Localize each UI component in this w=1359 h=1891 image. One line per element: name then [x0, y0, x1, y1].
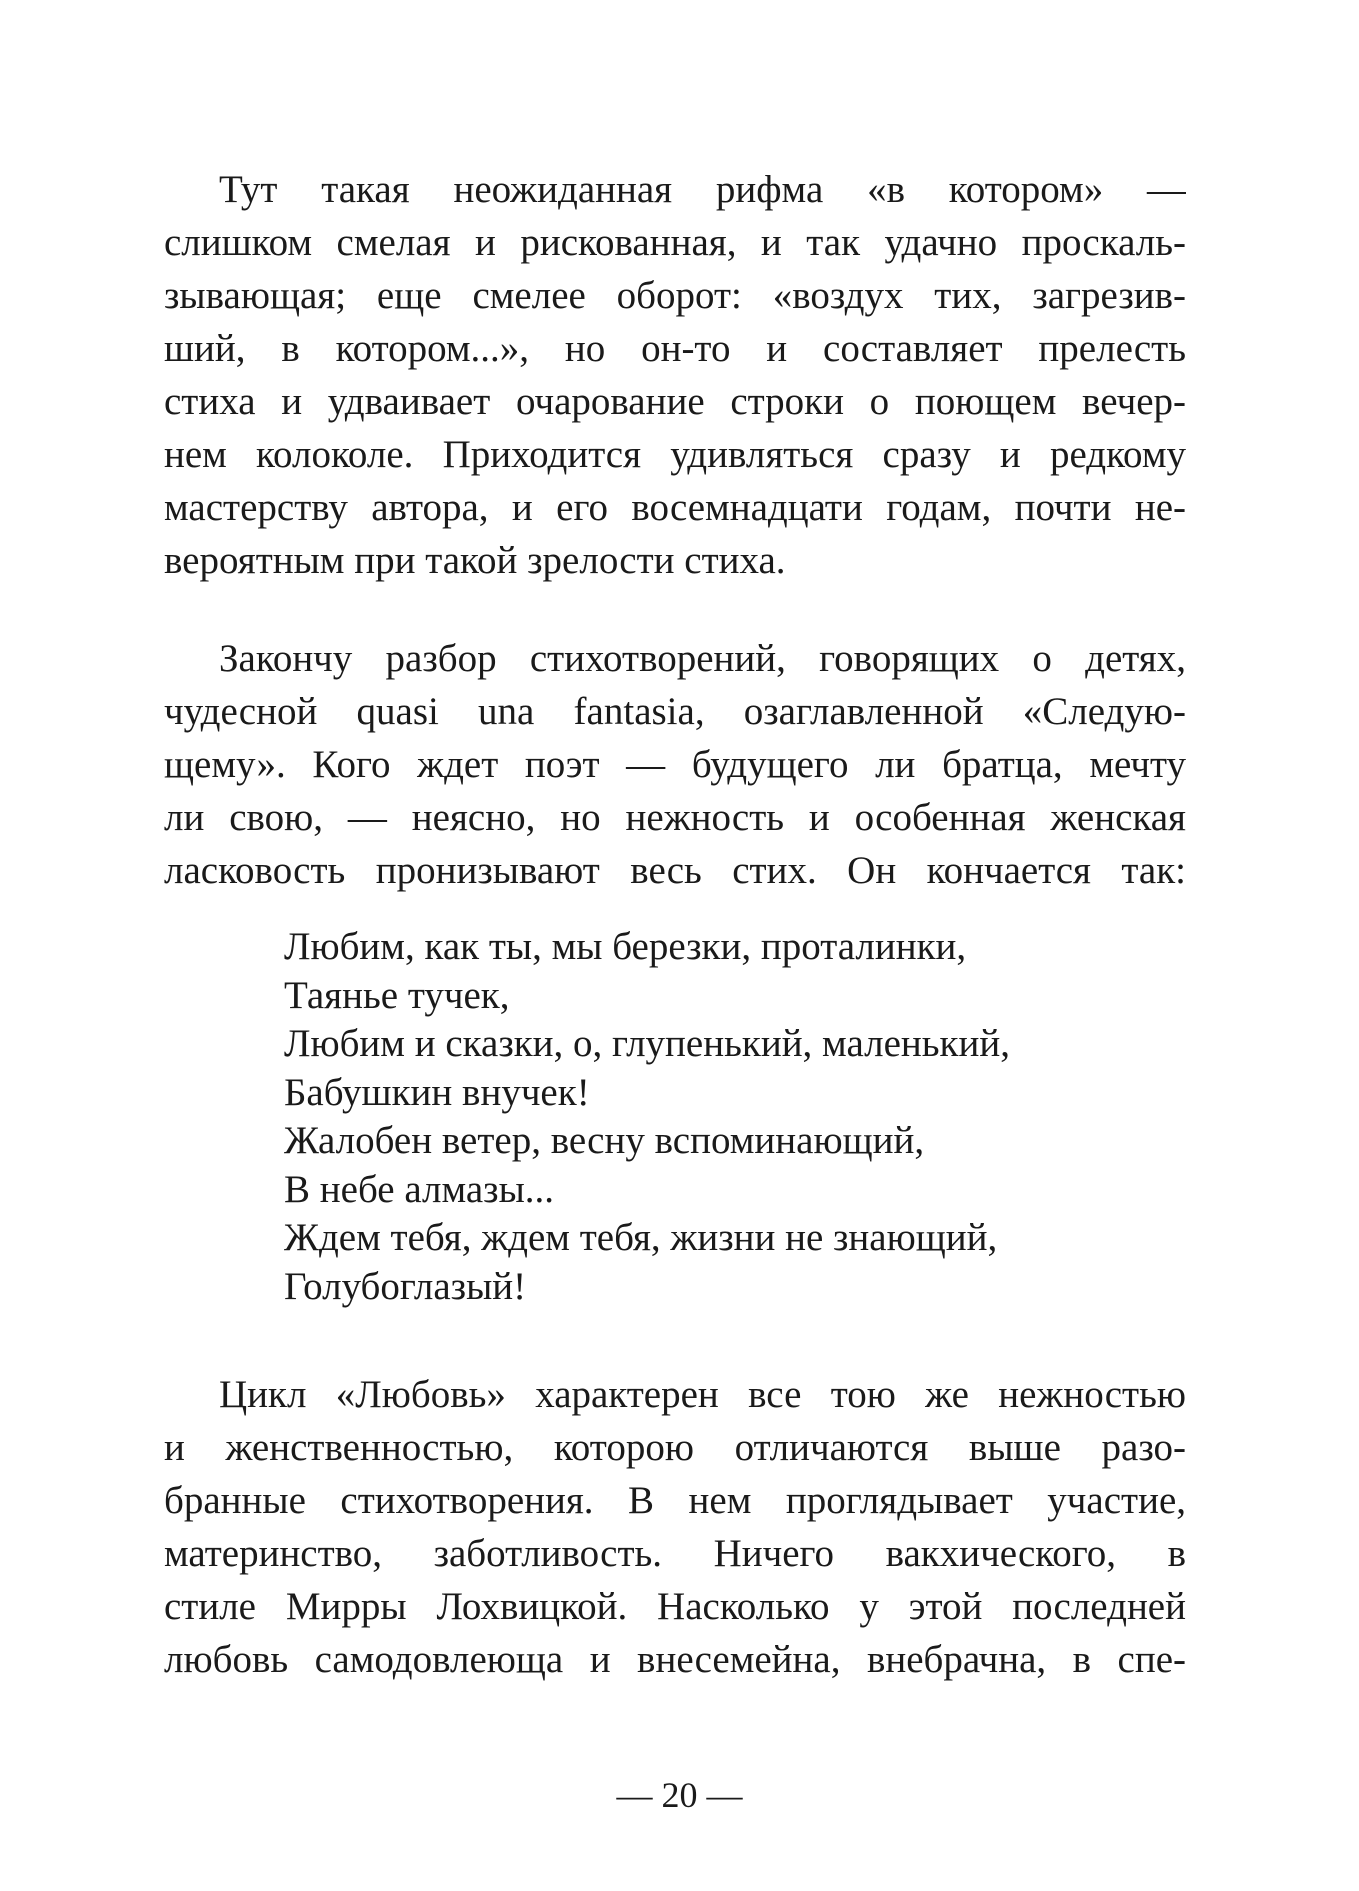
poem-line: Жалобен ветер, весну вспоминающий, — [284, 1119, 925, 1162]
paragraph-line: слишком смелая и рискованная, и так удачно проскаль- — [164, 221, 1186, 264]
paragraph-line: стиле Мирры Лохвицкой. Насколько у этой последней — [164, 1585, 1186, 1628]
paragraph-rhyme-analysis — [164, 163, 1186, 587]
poem-line: Таянье тучек, — [284, 973, 510, 1017]
paragraph-line: Тут такая неожиданная рифма «в котором» — — [219, 168, 1186, 211]
poem-line: Любим и сказки, о, глупенький, маленький, — [284, 1022, 1010, 1065]
poem-line: Бабушкин внучек! — [284, 1070, 590, 1114]
paragraph-line: и женственностью, которою отличаются выше разо- — [164, 1426, 1186, 1469]
paragraph-line: Цикл «Любовь» характерен все тою же нежностью — [219, 1373, 1186, 1416]
paragraph-line: любовь самодовлеюща и внесемейна, внебрачна, в спе- — [164, 1638, 1186, 1681]
paragraph-line: зывающая; еще смелее оборот: «воздух тих, загрезив- — [164, 274, 1186, 317]
poem-line: Голубоглазый! — [284, 1264, 527, 1308]
paragraph-line: бранные стихотворения. В нем проглядывает участие, — [164, 1479, 1186, 1522]
paragraph-line: ласковость пронизывают весь стих. Он кончается так: — [164, 849, 1186, 892]
paragraph-line: чудесной quasi una fantasia, озаглавленной «Следую- — [164, 690, 1186, 733]
poem-line: В небе алмазы... — [284, 1167, 555, 1211]
poem-line: Любим, как ты, мы березки, проталинки, — [284, 925, 967, 968]
paragraph-line: нем колоколе. Приходится удивляться сразу и редкому — [164, 433, 1186, 476]
paragraph-line: вероятным при такой зрелости стиха. — [164, 539, 786, 582]
paragraph-line: ли свою, — неясно, но нежность и особенная женская — [164, 796, 1186, 839]
paragraph-line: ший, в котором...», но он-то и составляет прелесть — [164, 327, 1186, 370]
paragraph-line: мастерству автора, и его восемнадцати годам, почти не- — [164, 486, 1186, 529]
poem-line: Ждем тебя, ждем тебя, жизни не знающий, — [284, 1216, 998, 1259]
paragraph-line: Закончу разбор стихотворений, говорящих о детях, — [219, 637, 1186, 680]
paragraph-love-cycle — [164, 1368, 1186, 1686]
page-number: — 20 — — [616, 1775, 743, 1815]
paragraph-line: щему». Кого ждет поэт — будущего ли братца, мечту — [164, 743, 1186, 786]
poem-quote — [284, 923, 1010, 1311]
paragraph-line: материнство, заботливость. Ничего вакхического, в — [164, 1532, 1186, 1575]
paragraph-line: стиха и удваивает очарование строки о поющем вечер- — [164, 380, 1186, 423]
paragraph-children-poems — [164, 632, 1186, 897]
